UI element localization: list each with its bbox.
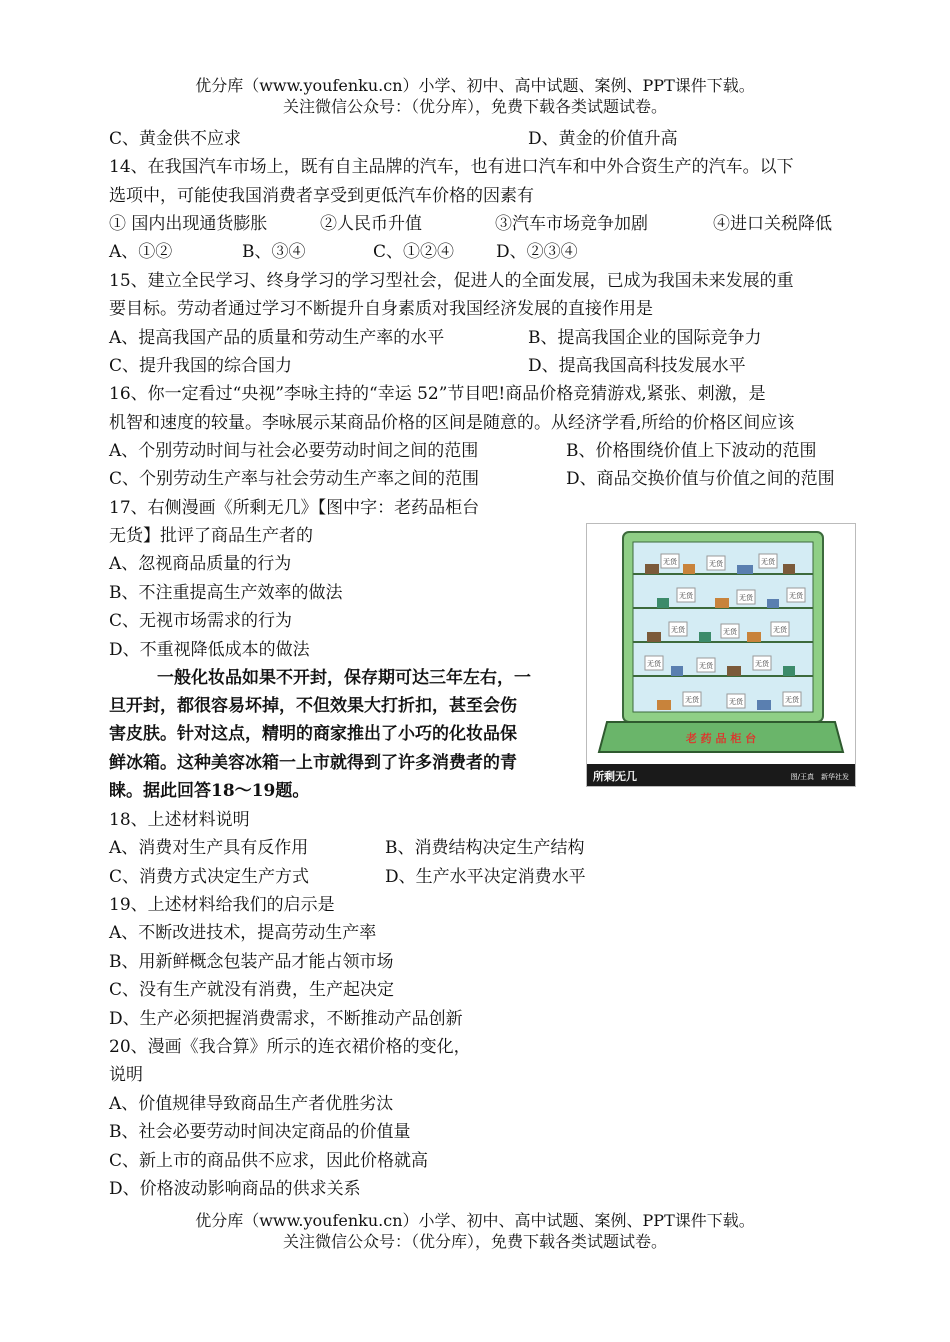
passage-line-4: 鲜冰箱。这种美容冰箱一上市就得到了许多消费者的青 — [109, 753, 517, 773]
q16-option-d: D、商品交换价值与价值之间的范围 — [566, 469, 835, 489]
sold-out-tag: 无货 — [773, 626, 787, 634]
sold-out-tag: 无货 — [723, 628, 737, 636]
passage-line-3: 害皮肤。针对这点，精明的商家推出了小巧的化妆品保 — [109, 724, 517, 744]
q19-option-c: C、没有生产就没有消费，生产起决定 — [109, 980, 395, 1000]
q17-stem-line-1: 17、右侧漫画《所剩无几》【图中字：老药品柜台 — [109, 498, 480, 518]
q16-option-b: B、价格围绕价值上下波动的范围 — [566, 441, 817, 461]
q14-option-c: C、①②④ — [373, 242, 455, 262]
medicine-box — [767, 599, 779, 608]
medicine-box — [647, 632, 661, 642]
medicine-box — [671, 666, 683, 676]
sold-out-tag: 无货 — [647, 660, 661, 668]
q13-option-c: C、黄金供不应求 — [109, 129, 242, 149]
q15-stem-line-2: 要目标。劳动者通过学习不断提升自身素质对我国经济发展的直接作用是 — [109, 299, 653, 319]
q19-option-d: D、生产必须把握消费需求，不断推动产品创新 — [109, 1009, 463, 1029]
q15-option-b: B、提高我国企业的国际竞争力 — [528, 328, 762, 348]
q19-option-a: A、不断改进技术，提高劳动生产率 — [109, 923, 377, 943]
sold-out-tag: 无货 — [671, 626, 685, 634]
sold-out-tag: 无货 — [739, 594, 753, 602]
header-line-1: 优分库（www.youfenku.cn）小学、初中、高中试题、案例、PPT课件下载。 — [195, 76, 755, 95]
q20-option-c: C、新上市的商品供不应求，因此价格就高 — [109, 1151, 429, 1171]
medicine-box — [727, 666, 741, 676]
q13-option-d: D、黄金的价值升高 — [528, 129, 678, 149]
q15-option-c: C、提升我国的综合国力 — [109, 356, 293, 376]
q19-stem: 19、上述材料给我们的启示是 — [109, 895, 335, 915]
medicine-box — [715, 598, 729, 608]
q16-option-a: A、个别劳动时间与社会必要劳动时间之间的范围 — [109, 441, 479, 461]
q18-option-d: D、生产水平决定消费水平 — [385, 867, 586, 887]
q16-stem-line-1: 16、你一定看过“央视”李咏主持的“幸运 52”节目吧!商品价格竞猜游戏,紧张、刺激，是 — [109, 384, 766, 404]
q14-item-4: ④进口关税降低 — [713, 214, 832, 234]
q14-item-1: ① 国内出现通货膨胀 — [109, 214, 268, 234]
sold-out-tag: 无货 — [679, 592, 693, 600]
footer-line-2: 关注微信公众号：（优分库），免费下载各类试题试卷。 — [282, 1232, 667, 1251]
medicine-box — [657, 700, 671, 710]
q15-option-a: A、提高我国产品的质量和劳动生产率的水平 — [109, 328, 445, 348]
cartoon-credit: 图/王真 新华社发 — [790, 773, 849, 781]
q17-option-c: C、无视市场需求的行为 — [109, 611, 293, 631]
q17-option-a: A、忽视商品质量的行为 — [109, 554, 292, 574]
q14-stem-line-2: 选项中，可能使我国消费者享受到更低汽车价格的因素有 — [109, 186, 534, 206]
q14-option-a: A、①② — [109, 242, 173, 262]
q20-option-d: D、价格波动影响商品的供求关系 — [109, 1179, 361, 1199]
passage-line-2: 旦开封，都很容易坏掉，不但效果大打折扣，甚至会伤 — [109, 696, 517, 716]
sold-out-tag: 无货 — [709, 560, 723, 568]
medicine-box — [699, 632, 711, 642]
sold-out-tag: 无货 — [785, 696, 799, 704]
q20-stem-line-1: 20、漫画《我合算》所示的连衣裙价格的变化， — [109, 1037, 471, 1057]
q20-option-a: A、价值规律导致商品生产者优胜劣汰 — [109, 1094, 394, 1114]
cartoon-svg — [587, 524, 855, 786]
sold-out-tag: 无货 — [755, 660, 769, 668]
counter-label: 老 药 品 柜 台 — [685, 732, 757, 745]
sold-out-tag: 无货 — [729, 698, 743, 706]
medicine-box — [645, 564, 659, 574]
q20-option-b: B、社会必要劳动时间决定商品的价值量 — [109, 1122, 411, 1142]
passage-line-1: 一般化妆品如果不开封，保存期可达三年左右，一 — [157, 668, 531, 688]
q15-stem-line-1: 15、建立全民学习、终身学习的学习型社会，促进人的全面发展，已成为我国未来发展的重 — [109, 271, 794, 291]
cartoon-figure — [586, 523, 856, 787]
passage-line-5: 睐。据此回答18～19题。 — [109, 781, 310, 801]
q14-stem-line-1: 14、在我国汽车市场上，既有自主品牌的汽车，也有进口汽车和中外合资生产的汽车。以下 — [109, 157, 794, 177]
cartoon-title: 所剩无几 — [593, 770, 637, 783]
q17-option-d: D、不重视降低成本的做法 — [109, 640, 310, 660]
medicine-box — [737, 565, 753, 574]
sold-out-tag: 无货 — [699, 662, 713, 670]
q14-option-d: D、②③④ — [496, 242, 578, 262]
q18-option-a: A、消费对生产具有反作用 — [109, 838, 309, 858]
medicine-box — [783, 666, 795, 676]
q17-stem-line-2: 无货】批评了商品生产者的 — [109, 526, 313, 546]
q18-option-c: C、消费方式决定生产方式 — [109, 867, 310, 887]
medicine-box — [747, 632, 761, 642]
q14-option-b: B、③④ — [242, 242, 306, 262]
q19-option-b: B、用新鲜概念包装产品才能占领市场 — [109, 952, 394, 972]
q15-option-d: D、提高我国高科技发展水平 — [528, 356, 746, 376]
q14-item-3: ③汽车市场竞争加剧 — [495, 214, 648, 234]
q16-stem-line-2: 机智和速度的较量。李咏展示某商品价格的区间是随意的。从经济学看,所给的价格区间应该 — [109, 413, 795, 433]
medicine-box — [757, 700, 771, 710]
q14-item-2: ②人民币升值 — [320, 214, 422, 234]
footer-line-1: 优分库（www.youfenku.cn）小学、初中、高中试题、案例、PPT课件下载。 — [195, 1211, 755, 1230]
header-line-2: 关注微信公众号：（优分库），免费下载各类试题试卷。 — [282, 97, 667, 116]
sold-out-tag: 无货 — [685, 696, 699, 704]
sold-out-tag: 无货 — [789, 592, 803, 600]
medicine-box — [657, 598, 669, 608]
sold-out-tag: 无货 — [761, 558, 775, 566]
medicine-box — [783, 564, 795, 574]
q17-option-b: B、不注重提高生产效率的做法 — [109, 583, 343, 603]
medicine-box — [683, 564, 695, 574]
q18-stem: 18、上述材料说明 — [109, 810, 250, 830]
q16-option-c: C、个别劳动生产率与社会劳动生产率之间的范围 — [109, 469, 480, 489]
sold-out-tag: 无货 — [663, 558, 677, 566]
q20-stem-line-2: 说明 — [109, 1065, 143, 1085]
q18-option-b: B、消费结构决定生产结构 — [385, 838, 585, 858]
